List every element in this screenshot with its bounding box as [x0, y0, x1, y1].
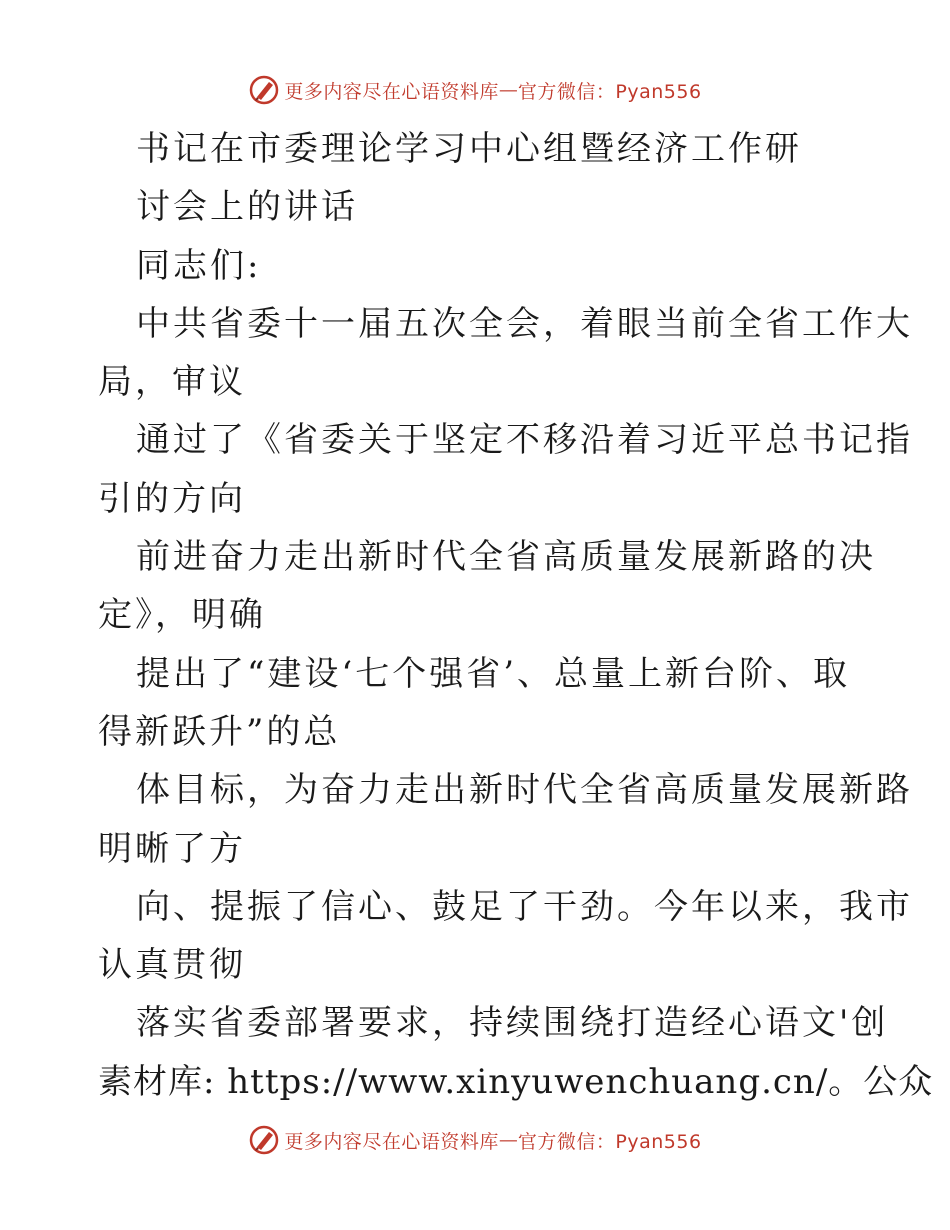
paragraph-line: 通过了《省委关于坚定不移沿着习近平总书记指 [136, 420, 913, 461]
watermark-text: 更多内容尽在心语资料库 [284, 80, 499, 103]
paragraph-line: 向、提振了信心、鼓足了干劲。今年以来，我市 [136, 886, 913, 927]
pen-logo-icon [248, 1124, 280, 1156]
title-line-2: 讨会上的讲话 [136, 187, 358, 228]
paragraph-line: 中共省委十一届五次全会，着眼当前全省工作大 [136, 303, 913, 344]
watermark-wechat: 官方微信：Pyan556 [517, 1130, 702, 1153]
paragraph-line: 落实省委部署要求，持续围绕打造经心语文'创 [136, 1003, 889, 1044]
header-watermark [0, 70, 950, 110]
footer-watermark [0, 1120, 950, 1160]
paragraph-line: 引的方向 [98, 478, 246, 519]
watermark-text: 更多内容尽在心语资料库 [284, 1130, 499, 1153]
paragraph-line: 认真贯彻 [98, 945, 246, 986]
pen-logo-icon [248, 74, 280, 106]
paragraph-line: 局，审议 [98, 362, 246, 403]
salutation: 同志们: [136, 245, 262, 286]
paragraph-line: 提出了“建设‘七个强省’、总量上新台阶、取 [136, 653, 850, 694]
paragraph-line-url: 素材库: https://www.xinyuwenchuang.cn/。公众 [98, 1061, 934, 1102]
title-line-1: 书记在市委理论学习中心组暨经济工作研 [136, 129, 802, 169]
paragraph-line: 定》，明确 [98, 595, 266, 636]
paragraph-line: 明晰了方 [98, 828, 246, 869]
paragraph-line: 得新跃升”的总 [98, 711, 341, 752]
watermark-separator: — [498, 79, 518, 101]
paragraph-line: 前进奋力走出新时代全省高质量发展新路的决 [136, 537, 876, 578]
paragraph-line: 体目标，为奋力走出新时代全省高质量发展新路 [136, 770, 913, 811]
watermark-separator: — [498, 1129, 518, 1151]
document-body [98, 120, 934, 1111]
watermark-wechat: 官方微信：Pyan556 [517, 80, 702, 103]
